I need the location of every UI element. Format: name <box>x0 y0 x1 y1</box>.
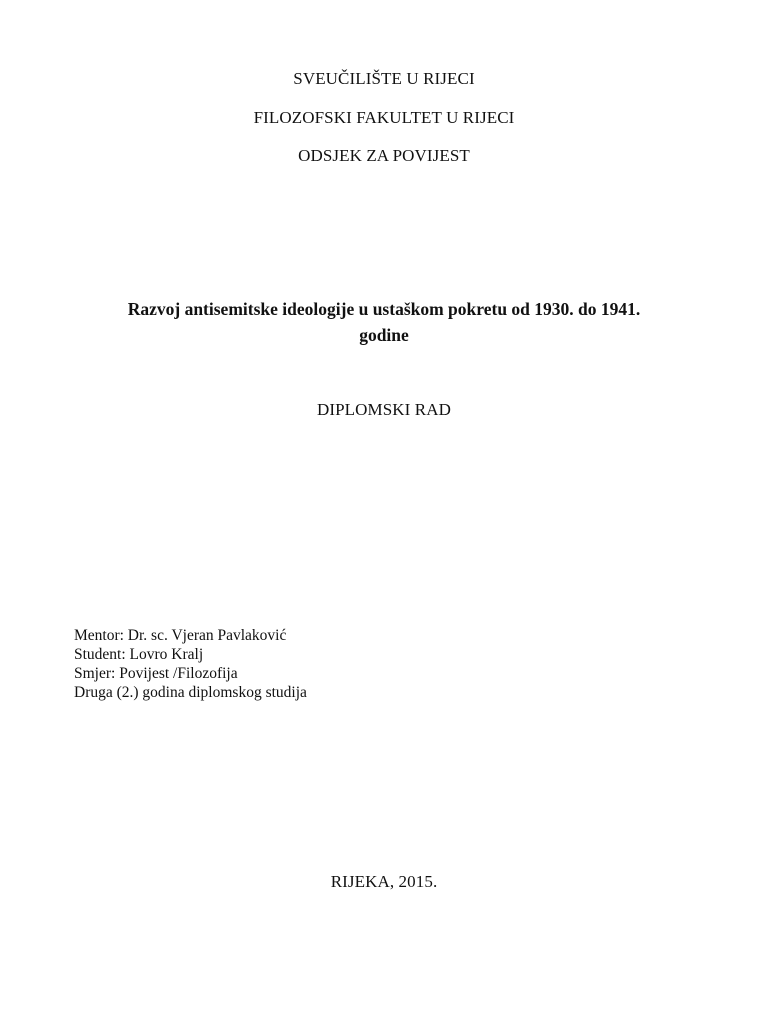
thesis-type: DIPLOMSKI RAD <box>316 400 451 419</box>
student-line: Student: Lovro Kralj <box>74 646 204 663</box>
course-line: Smjer: Povijest /Filozofija <box>74 665 238 682</box>
university-name: SVEUČILIŠTE U RIJECI <box>293 69 475 88</box>
mentor-line: Mentor: Dr. sc. Vjeran Pavlaković <box>74 627 287 644</box>
thesis-title-line-2: godine <box>359 325 409 345</box>
study-year-line: Druga (2.) godina diplomskog studija <box>74 684 307 701</box>
place-and-year: RIJEKA, 2015. <box>330 872 438 891</box>
thesis-info-block <box>74 626 307 702</box>
thesis-title-line-1: Razvoj antisemitske ideologije u ustaškom pokretu od 1930. do 1941. <box>127 299 641 319</box>
faculty-name: FILOZOFSKI FAKULTET U RIJECI <box>253 108 515 127</box>
department-name: ODSJEK ZA POVIJEST <box>298 146 470 165</box>
